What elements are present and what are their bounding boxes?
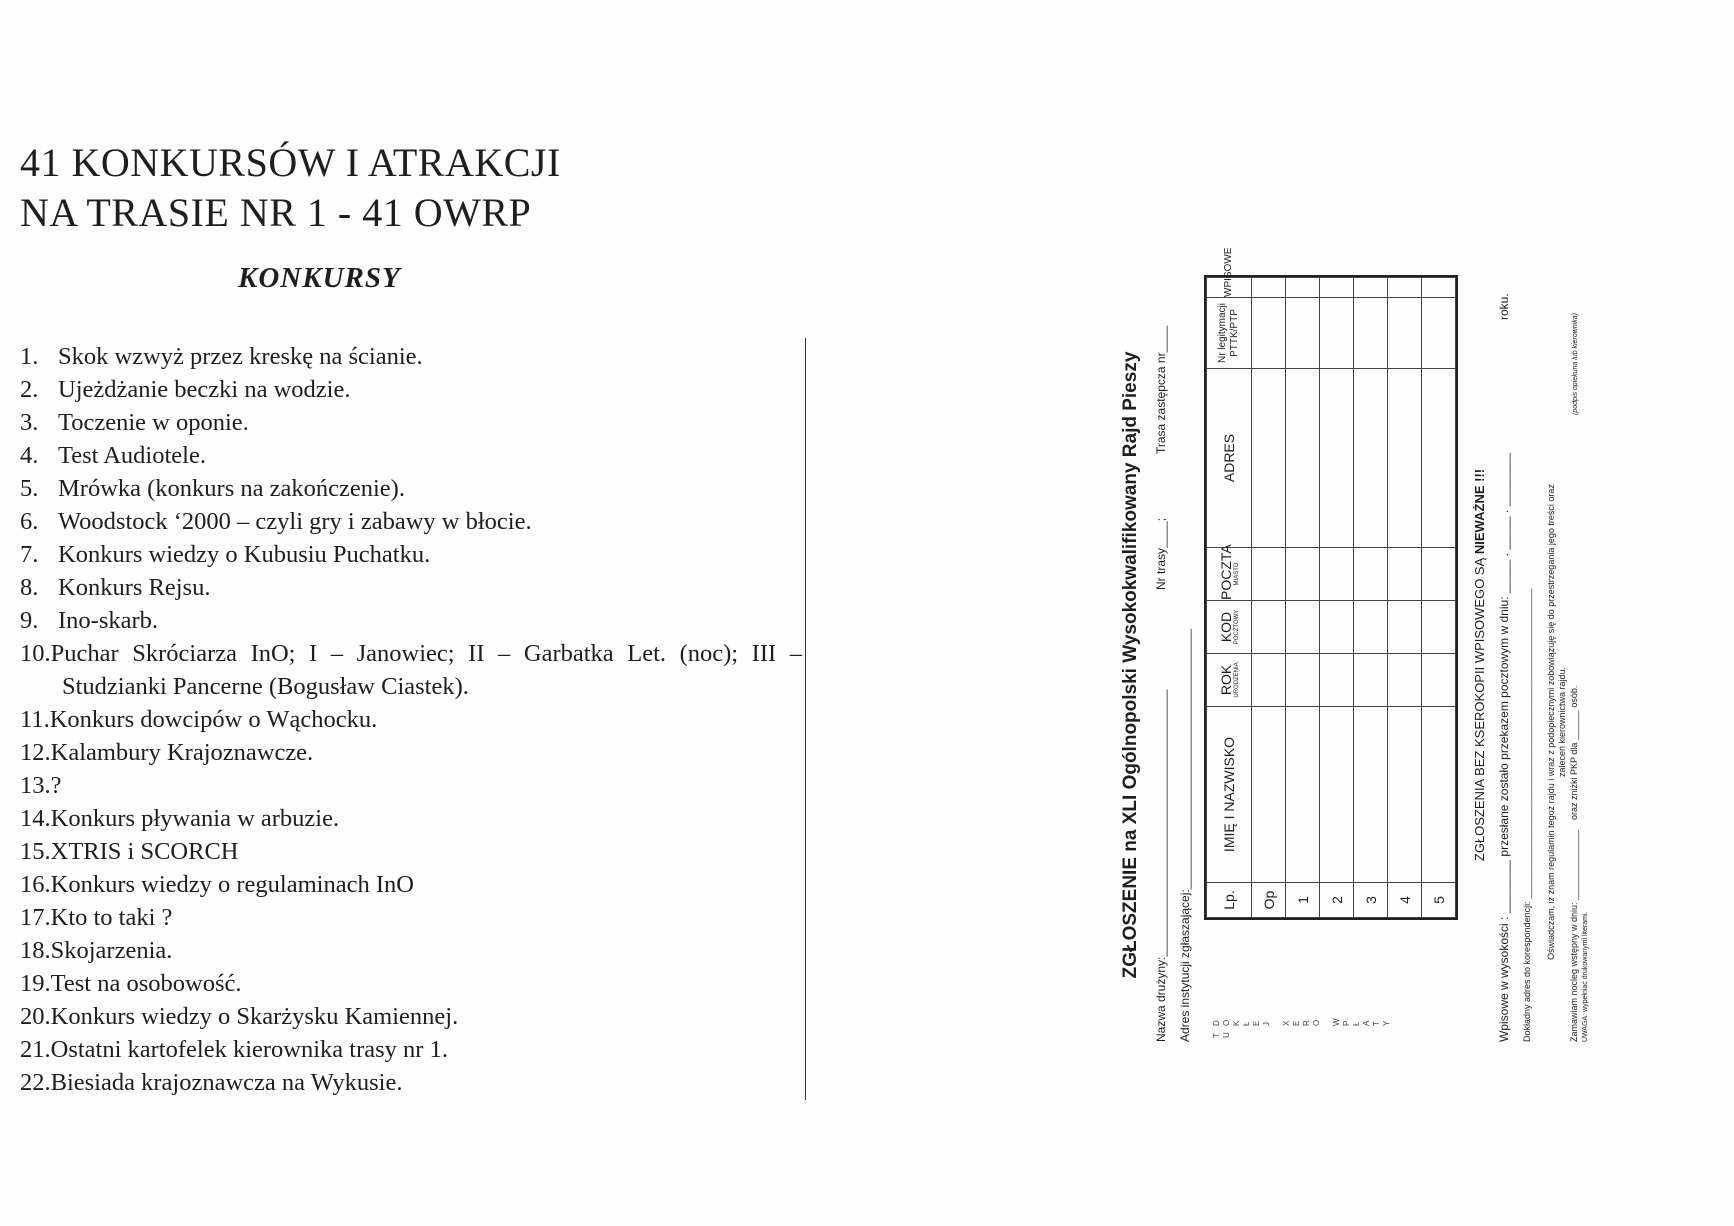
note-text: UWAGA: wypełniać drukowanymi literami. <box>1582 911 1589 1042</box>
list-item: 14.Konkurs pływania w arbuzie. <box>20 805 340 832</box>
list-item: 22.Biesiada krajoznawcza na Wykusie. <box>20 1069 403 1096</box>
form-title: ZGŁOSZENIE na XLI Ogólnopolski Wysokokwalifikowany Rajd Pieszy <box>1120 351 1141 979</box>
institution-address-field[interactable]: Adres instytucji zgłaszającej:_______________________________________ <box>1178 628 1192 1042</box>
signature-label: (podpis opiekuna lub kierownika) <box>1572 313 1579 415</box>
list-item: 3. Toczenie w oponie. <box>20 409 249 436</box>
list-item: 2. Ujeżdżanie beczki na wodzie. <box>20 376 351 403</box>
list-item: 11.Konkurs dowcipów o Wąchocku. <box>20 706 378 733</box>
lodging-field[interactable]: Zamawiam nocleg wstępny w dniu: ______________ <box>1569 829 1579 1042</box>
list-item: 21.Ostatni kartofelek kierownika trasy nr 1. <box>20 1036 448 1063</box>
registration-form <box>1120 247 1590 1060</box>
table-row <box>1286 278 1320 918</box>
header-membership-id: Nr legitymacji PTTK/PTP <box>1207 298 1252 369</box>
pkp-discount-field[interactable]: oraz zniżki PKP dla ______ osób. <box>1569 685 1579 820</box>
list-item: 13.? <box>20 772 62 799</box>
list-item: 17.Kto to taki ? <box>20 904 173 931</box>
fee-field[interactable]: Wpisowe w wysokości : ________ przesłane zostało przekazem pocztowym w dniu: _____ . _____ . ________ <box>1497 452 1511 1042</box>
row-number: Op <box>1252 883 1286 918</box>
row-number: 4 <box>1388 883 1422 918</box>
list-item: 20.Konkurs wiedzy o Skarżysku Kamiennej. <box>20 1003 459 1030</box>
list-item: 9. Ino-skarb. <box>20 607 159 634</box>
route-number-field[interactable]: Nr trasy____; <box>1154 517 1168 590</box>
header-address: ADRES <box>1207 369 1252 548</box>
list-item: 4. Test Audiotele. <box>20 442 206 469</box>
correspondence-address-field[interactable]: Dokładny adres do korespondencji: ______________________________________________________________ <box>1522 588 1532 1042</box>
substitute-route-field[interactable]: Trasa zastępcza nr____ <box>1154 325 1168 454</box>
fold-divider <box>805 338 806 1100</box>
table-row <box>1252 278 1286 918</box>
header-name: IMIĘ I NAZWISKO <box>1207 707 1252 883</box>
list-item: 8. Konkurs Rejsu. <box>20 574 211 601</box>
header-fee: WPISOWE <box>1207 278 1252 298</box>
row-number: 2 <box>1320 883 1354 918</box>
list-item: 19.Test na osobowość. <box>20 970 242 997</box>
warning-text: ZGŁOSZENIA BEZ KSEROKOPII WPISOWEGO SĄ NIEWAŻNE !!! <box>1472 468 1487 862</box>
header-post-office: POCZTA MIASTO <box>1207 548 1252 601</box>
list-item: 12.Kalambury Krajoznawcze. <box>20 739 314 766</box>
list-item: 16.Konkurs wiedzy o regulaminach InO <box>20 871 414 898</box>
contest-list <box>20 340 802 1099</box>
participants-table-frame <box>1204 247 1458 920</box>
header-postal-code: KOD POCZTOWY <box>1207 601 1252 654</box>
vertical-letters-tu: T U <box>1212 1032 1231 1038</box>
row-number: 3 <box>1354 883 1388 918</box>
header-birth-year: ROK URODZENIA <box>1207 654 1252 707</box>
list-item: 6. Woodstock ‘2000 – czyli gry i zabawy w błocie. <box>20 508 532 535</box>
warning-bold: NIEWAŻNE !!! <box>1472 468 1487 555</box>
table-row <box>1388 278 1422 918</box>
table-header-row <box>1207 278 1252 918</box>
title-line-1: 41 KONKURSÓW I ATRAKCJI <box>20 140 561 185</box>
page-title <box>20 138 561 238</box>
list-item: 7. Konkurs wiedzy o Kubusiu Puchatku. <box>20 541 431 568</box>
subtitle: KONKURSY <box>238 262 401 294</box>
fee-year-label: roku. <box>1497 293 1511 320</box>
list-item: 18.Skojarzenia. <box>20 937 173 964</box>
list-item: 1. Skok wzwyż przez kreskę na ścianie. <box>20 343 423 370</box>
list-item: 5. Mrówka (konkurs na zakończenie). <box>20 475 405 502</box>
table-row <box>1354 278 1388 918</box>
list-item: 10.Puchar Skróciarza InO; I – Janowiec; II – Garbatka Let. (noc); III – Studzianki Pancerne (Bogusław Ciastek). <box>20 640 802 700</box>
title-line-2: NA TRASIE NR 1 - 41 OWRP <box>20 190 532 235</box>
declaration-text: Oświadczam, iż znam regulamin tegoż rajdu i wraz z podopiecznymi zobowiązuję się do przestrzegania jego treści oraz zaleceń kierownictwa rajdu. <box>1546 484 1567 960</box>
header-lp: Lp. <box>1207 883 1252 918</box>
team-name-field[interactable]: Nazwa drużyny:________________________________________ <box>1154 689 1168 1042</box>
row-number: 1 <box>1286 883 1320 918</box>
row-number: 5 <box>1422 883 1456 918</box>
table-row <box>1320 278 1354 918</box>
participants-table <box>1206 247 1456 918</box>
list-item: 15.XTRIS i SCORCH <box>20 838 239 865</box>
vertical-letters-dokleja: D O K Ł E J X E R O W P Ł A T Y <box>1212 1018 1391 1026</box>
table-row <box>1422 278 1456 918</box>
